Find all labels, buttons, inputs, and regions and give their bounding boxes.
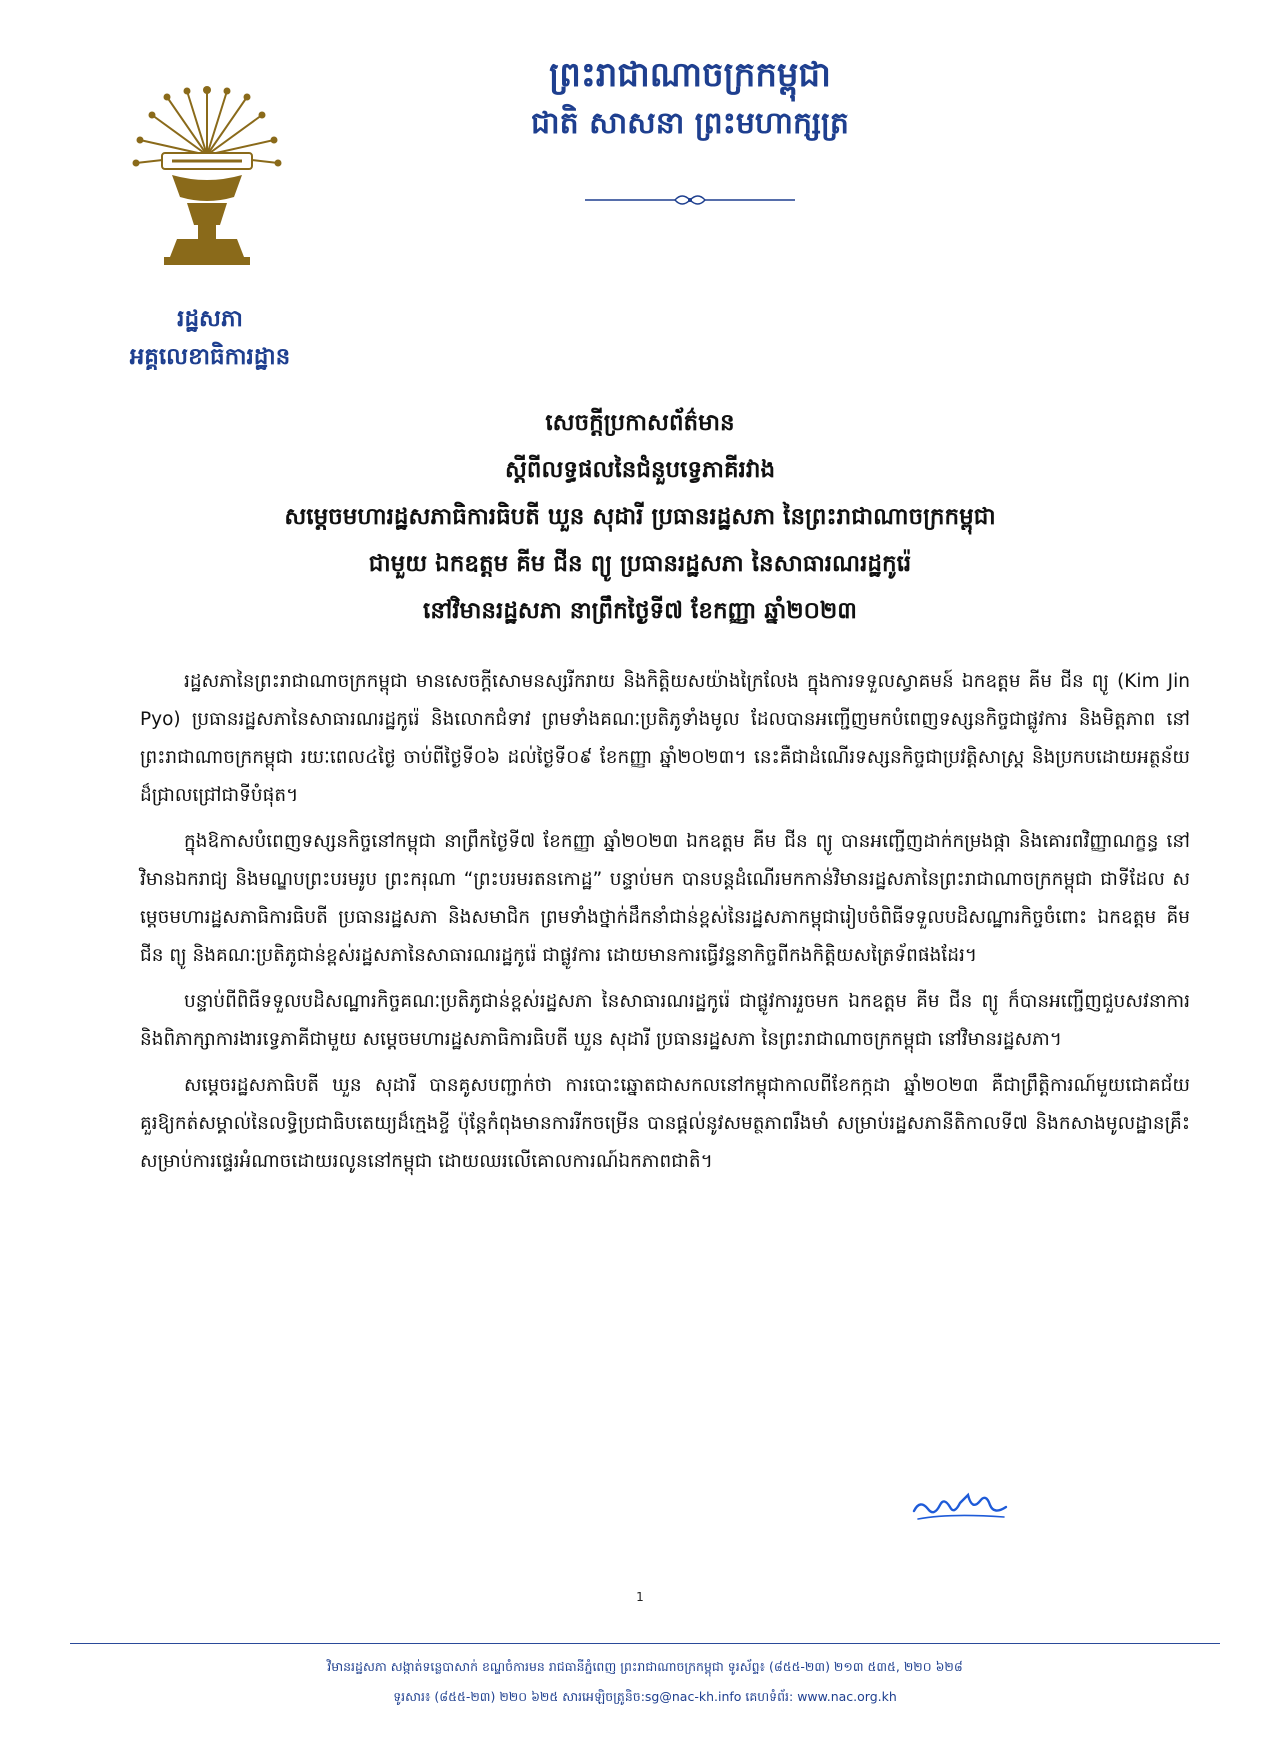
department-name: អគ្គលេខាធិការដ្ឋាន <box>129 344 291 370</box>
paragraph-2: ក្នុងឱកាសបំពេញទស្សនកិច្ចនៅកម្ពុជា នាព្រឹកថ្ងៃទី៧ ខែកញ្ញា ឆ្នាំ២០២៣ ឯកឧត្តម គីម ជីន ព្យូ បានអញ្ជើញដាក់កម្រងផ្កា និងគោរពវិញ្ញាណក្ខន្ធ នៅវិមានឯករាជ្យ និងមណ្ឌបព្រះបរមរូប ព្រះករុណា “ព្រះបរមរតនកោដ្ឋ” បន្ទាប់មក បានបន្តដំណើរមកកាន់វិមានរដ្ឋសភានៃព្រះរាជាណាចក្រកម្ពុជា ជាទីដែល សម្តេចមហារដ្ឋសភាធិការធិបតី ប្រធានរដ្ឋសភា និងសមាជិក ព្រមទាំងថ្នាក់ដឹកនាំជាន់ខ្ពស់នៃរដ្ឋសភាកម្ពុជារៀបចំពិធីទទួលបដិសណ្ឋារកិច្ចចំពោះ ឯកឧត្តម គីម ជីន ព្យូ និងគណៈប្រតិភូជាន់ខ្ពស់រដ្ឋសភានៃសាធារណរដ្ឋកូរ៉េ ជាផ្លូវការ ដោយមានការធ្វើវន្ទនាកិច្ចពីកងកិត្តិយសត្រៃទ័ពផងដែរ។ <box>140 831 1190 966</box>
issuing-department <box>90 300 330 376</box>
paragraph-4: សម្តេចរដ្ឋសភាធិបតី ឃួន សុដារី បានគូសបញ្ជាក់ថា ការបោះឆ្នោតជាសកលនៅកម្ពុជាកាលពីខែកក្កដា ឆ្នាំ២០២៣ គឺជាព្រឹត្តិការណ៍មួយជោគជ័យគួរឱ្យកត់សម្គាល់នៃលទ្ធិប្រជាធិបតេយ្យដ៏ក្មេងខ្ចី ប៉ុន្តែកំពុងមានការរីកចម្រើន បានផ្តល់នូវសមត្ថភាពរឹងមាំ សម្រាប់រដ្ឋសភានីតិកាលទី៧ និងកសាងមូលដ្ឋានគ្រឹះ សម្រាប់ការផ្ទេរអំណាចដោយរលូននៅកម្ពុជា ដោយឈរលើគោលការណ៍ឯកភាពជាតិ។ <box>140 1075 1190 1172</box>
national-assembly-emblem-icon <box>132 85 282 270</box>
kingdom-name: ព្រះរាជាណាចក្រកម្ពុជា <box>549 55 831 95</box>
letterhead-kingdom <box>380 52 1000 146</box>
document-title <box>90 400 1190 635</box>
footer-divider <box>70 1643 1220 1644</box>
paragraph-3: បន្ទាប់ពីពិធីទទួលបដិសណ្ឋារកិច្ចគណៈប្រតិភូជាន់ខ្ពស់រដ្ឋសភា នៃសាធារណរដ្ឋកូរ៉េ ជាផ្លូវការរួចមក ឯកឧត្តម គីម ជីន ព្យូ ក៏បានអញ្ជើញជួបសវនាការ និងពិភាក្សាការងារទ្វេភាគីជាមួយ សម្តេចមហារដ្ឋសភាធិការធិបតី ឃួន សុដារី ប្រធានរដ្ឋសភា នៃព្រះរាជាណាចក្រកម្ពុជា នៅវិមានរដ្ឋសភា។ <box>140 991 1190 1050</box>
title-line-4: ជាមួយ ឯកឧត្តម គីម ជីន ព្យូ ប្រធានរដ្ឋសភា នៃសាធារណរដ្ឋកូរ៉េ <box>368 551 912 577</box>
title-line-2: ស្តីពីលទ្ធផលនៃជំនួបទ្វេភាគីរវាង <box>504 457 776 483</box>
title-line-3: សម្តេចមហារដ្ឋសភាធិការធិបតី ឃួន សុដារី ប្រធានរដ្ឋសភា នៃព្រះរាជាណាចក្រកម្ពុជា <box>284 504 996 530</box>
title-line-1: សេចក្តីប្រកាសព័ត៌មាន <box>545 410 735 436</box>
document-body <box>140 663 1190 1189</box>
national-motto: ជាតិ សាសនា ព្រះមហាក្សត្រ <box>531 106 849 141</box>
initials-signature-icon <box>910 1485 1010 1525</box>
paragraph-1: រដ្ឋសភានៃព្រះរាជាណាចក្រកម្ពុជា មានសេចក្តីសោមនស្សរីករាយ និងកិត្តិយសយ៉ាងក្រៃលែង ក្នុងការទទួលស្វាគមន៍ ឯកឧត្តម គីម ជីន ព្យូ (Kim Jin Pyo) ប្រធានរដ្ឋសភានៃសាធារណរដ្ឋកូរ៉េ និងលោកជំទាវ ព្រមទាំងគណៈប្រតិភូទាំងមូល ដែលបានអញ្ជើញមកបំពេញទស្សនកិច្ចជាផ្លូវការ និងមិត្តភាព នៅព្រះរាជាណាចក្រកម្ពុជា រយៈពេល៤ថ្ងៃ ចាប់ពីថ្ងៃទី០៦ ដល់ថ្ងៃទី០៩ ខែកញ្ញា ឆ្នាំ២០២៣។ នេះគឺជាដំណើរទស្សនកិច្ចជាប្រវត្តិសាស្ត្រ និងប្រកបដោយអត្ថន័យដ៏ជ្រាលជ្រៅជាទីបំផុត។ <box>140 671 1190 806</box>
footer-contacts: ទូរសារ៖ (៨៥៥-២៣) ២២០ ៦២៥ សារអេឡិចត្រូនិច:sg@nac-kh.info គេហទំព័រ: www.nac.org.kh <box>393 1689 897 1704</box>
ornament-divider-icon <box>580 190 800 210</box>
page-number: 1 <box>636 1590 644 1604</box>
footer-contact <box>70 1652 1220 1712</box>
footer-address: វិមានរដ្ឋសភា សង្កាត់ទន្លេបាសាក់ ខណ្ឌចំការមន រាជធានីភ្នំពេញ ព្រះរាជាណាចក្រកម្ពុជា ទូរស័ព្ទ៖ (៨៥៥-២៣) ២១៣ ៥៣៥, ២២០ ៦២៨ <box>327 1659 963 1674</box>
org-name: រដ្ឋសភា <box>177 306 243 332</box>
title-line-5: នៅវិមានរដ្ឋសភា នាព្រឹកថ្ងៃទី៧ ខែកញ្ញា ឆ្នាំ២០២៣ <box>423 598 857 624</box>
